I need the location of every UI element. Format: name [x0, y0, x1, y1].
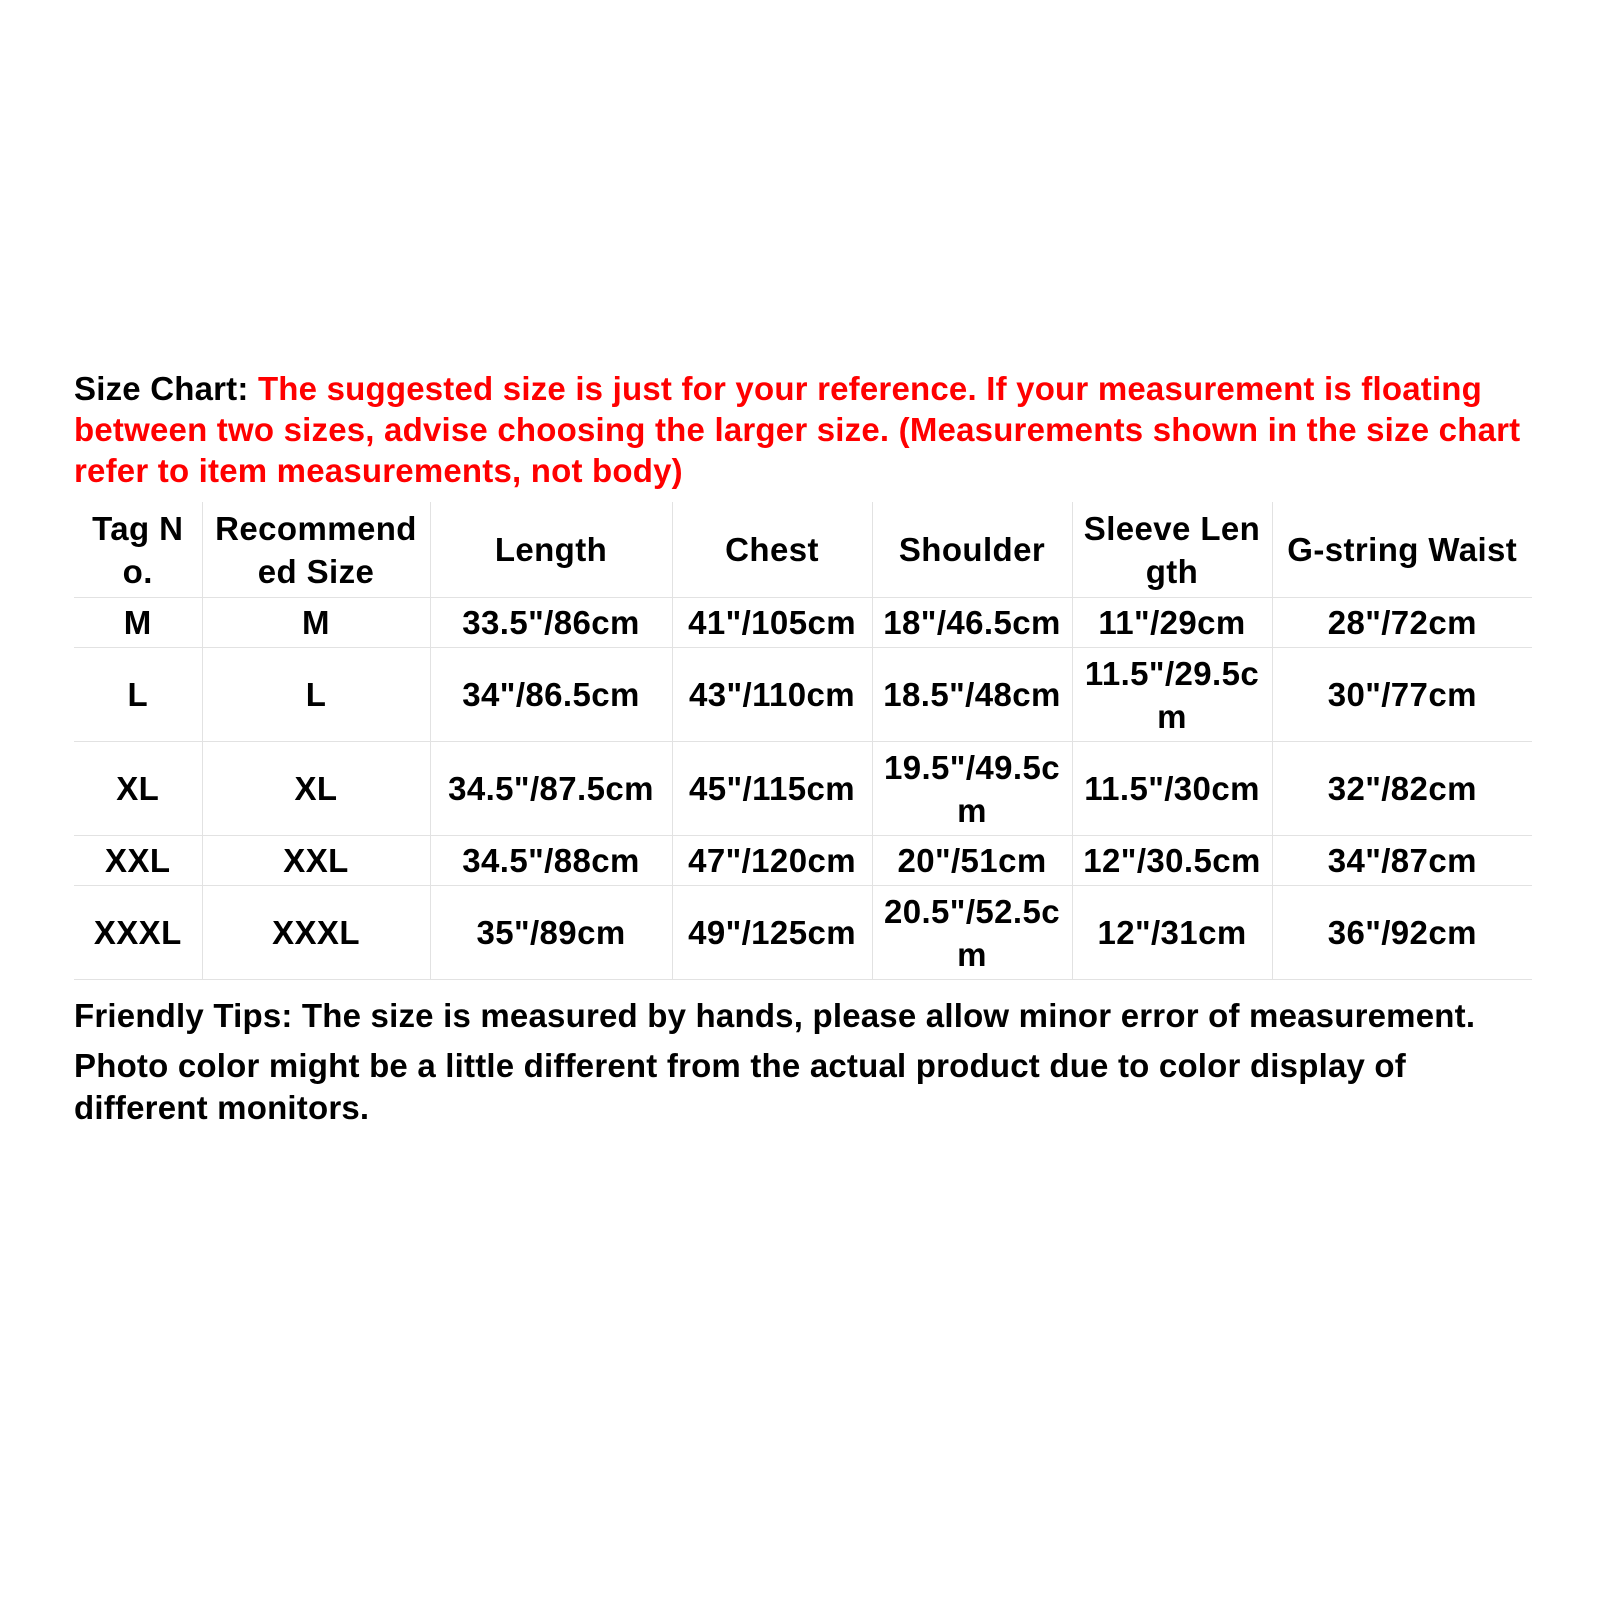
- table-cell: 28"/72cm: [1272, 598, 1532, 648]
- table-cell: L: [74, 648, 202, 742]
- table-cell: XXXL: [74, 886, 202, 980]
- photo-color-note: Photo color might be a little different from the actual product due to color display of different monitors.: [74, 1047, 1406, 1126]
- table-cell: 49"/125cm: [672, 886, 872, 980]
- table-cell: 35"/89cm: [430, 886, 672, 980]
- tips-section: [74, 995, 1534, 1137]
- table-cell: 36"/92cm: [1272, 886, 1532, 980]
- column-header-g-string-waist: G-string Waist: [1272, 502, 1532, 598]
- table-row: [74, 836, 1532, 886]
- column-header-sleeve-length: Sleeve Length: [1072, 502, 1272, 598]
- table-header-row: [74, 502, 1532, 598]
- column-header-chest: Chest: [672, 502, 872, 598]
- column-header-length: Length: [430, 502, 672, 598]
- table-cell: 32"/82cm: [1272, 742, 1532, 836]
- table-cell: L: [202, 648, 430, 742]
- table-cell: 18.5"/48cm: [872, 648, 1072, 742]
- table-cell: XXL: [202, 836, 430, 886]
- table-cell: 20.5"/52.5cm: [872, 886, 1072, 980]
- table-cell: M: [202, 598, 430, 648]
- table-cell: 43"/110cm: [672, 648, 872, 742]
- table-cell: 45"/115cm: [672, 742, 872, 836]
- table-cell: 19.5"/49.5cm: [872, 742, 1072, 836]
- friendly-tips: Friendly Tips: The size is measured by hands, please allow minor error of measurement.: [74, 997, 1476, 1034]
- table-cell: 34"/86.5cm: [430, 648, 672, 742]
- table-cell: 12"/31cm: [1072, 886, 1272, 980]
- table-cell: 34.5"/88cm: [430, 836, 672, 886]
- table-cell: XL: [74, 742, 202, 836]
- table-cell: XXXL: [202, 886, 430, 980]
- size-reference-note: The suggested size is just for your reference. If your measurement is floating between two sizes, advise choosing the larger size. (Measurements shown in the size chart refer to item measurements, not body): [74, 370, 1521, 489]
- table-cell: 41"/105cm: [672, 598, 872, 648]
- table-cell: 18"/46.5cm: [872, 598, 1072, 648]
- table-row: [74, 886, 1532, 980]
- table-cell: 34"/87cm: [1272, 836, 1532, 886]
- table-cell: 12"/30.5cm: [1072, 836, 1272, 886]
- table-cell: 11"/29cm: [1072, 598, 1272, 648]
- table-row: [74, 648, 1532, 742]
- column-header-shoulder: Shoulder: [872, 502, 1072, 598]
- table-cell: 11.5"/29.5cm: [1072, 648, 1272, 742]
- table-row: [74, 742, 1532, 836]
- table-cell: XL: [202, 742, 430, 836]
- column-header-tag-no: Tag No.: [74, 502, 202, 598]
- table-cell: 20"/51cm: [872, 836, 1072, 886]
- size-chart-intro: [74, 368, 1534, 491]
- column-header-recommended-size: Recommended Size: [202, 502, 430, 598]
- table-cell: XXL: [74, 836, 202, 886]
- table-row: [74, 598, 1532, 648]
- table-cell: 47"/120cm: [672, 836, 872, 886]
- size-chart-label: Size Chart:: [74, 370, 258, 407]
- table-cell: 34.5"/87.5cm: [430, 742, 672, 836]
- table-cell: 33.5"/86cm: [430, 598, 672, 648]
- table-cell: 30"/77cm: [1272, 648, 1532, 742]
- table-cell: 11.5"/30cm: [1072, 742, 1272, 836]
- size-table: [74, 502, 1532, 980]
- table-cell: M: [74, 598, 202, 648]
